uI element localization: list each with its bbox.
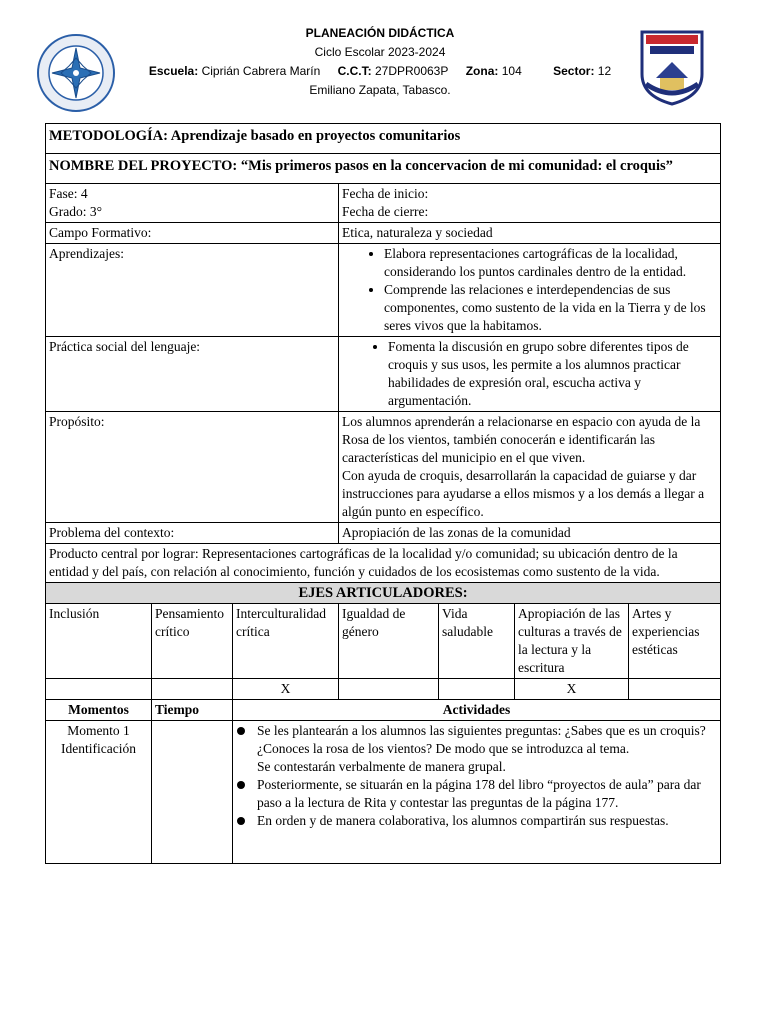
field-value: Etica, naturaleza y sociedad	[339, 223, 721, 244]
header-text	[120, 24, 640, 100]
zone-label: Zona:	[465, 64, 499, 78]
col-time: Tiempo	[152, 700, 233, 721]
phase-grade-cell	[46, 184, 339, 223]
learning-item: • Comprende las relaciones e interdependencias de sus componentes, como sustento de la vida en la Tierra y de los seres vivos que la habitamos.	[384, 281, 717, 335]
dates-cell	[339, 184, 721, 223]
school-label: Escuela:	[148, 64, 199, 78]
activity-item: Posteriormente, se situarán en la página 178 del libro “proyectos de aula” para dar paso a la lectura de Rita y contestar las preguntas de la página 177.	[257, 776, 717, 812]
learning-item: • Elabora representaciones cartográficas de la localidad, considerando los puntos cardinales dentro de la entidad.	[384, 245, 717, 281]
cct-value: 27DPR0063P	[374, 64, 449, 78]
document-title: PLANEACIÓN DIDÁCTICA	[305, 26, 455, 40]
axis-header: Apropiación de las culturas a través de la lectura y la escritura	[515, 604, 629, 679]
school-cycle: Ciclo Escolar 2023-2024	[314, 45, 446, 59]
axis-mark: X	[233, 679, 339, 700]
grade: Grado: 3°	[49, 204, 103, 219]
field-label: Campo Formativo:	[46, 223, 339, 244]
col-moments: Momentos	[46, 700, 152, 721]
purpose-paragraph: algún punto en específico.	[342, 504, 484, 519]
axis-header: Pensamiento crítico	[152, 604, 233, 679]
purpose-cell	[339, 412, 721, 523]
phase: Fase: 4	[49, 186, 88, 201]
sector-label: Sector:	[553, 64, 595, 78]
col-activities: Actividades	[233, 700, 721, 721]
practice-label: Práctica social del lenguaje:	[46, 337, 339, 412]
planning-table	[45, 123, 721, 864]
school-seal-right	[636, 26, 708, 106]
purpose-paragraph: Con ayuda de croquis, desarrollarán la capacidad de guiarse y dar instrucciones para ayudarse a ellos mismos y a los demás a llegar a	[342, 468, 705, 501]
school-location: Emiliano Zapata, Tabasco.	[309, 83, 451, 97]
central-product: Producto central por lograr: Representaciones cartográficas de la localidad y/o comunidad; su ubicación dentro de la entidad y del país, con relación al conocimiento, función y cuidados de los ecosistemas como sustento de la vida.	[46, 544, 721, 583]
axis-mark	[152, 679, 233, 700]
cct-label: C.C.T:	[337, 64, 372, 78]
axis-header: Inclusión	[46, 604, 152, 679]
moment-1-sub: Identificación	[61, 741, 136, 756]
moment-1-name: Momento 1	[67, 723, 130, 738]
activity-item: En orden y de manera colaborativa, los alumnos compartirán sus respuestas.	[257, 812, 717, 830]
school-value: Ciprián Cabrera Marín	[201, 64, 321, 78]
axis-header: Interculturalidad crítica	[233, 604, 339, 679]
axes-title: EJES ARTICULADORES:	[46, 583, 721, 604]
activity-item: Se les plantearán a los alumnos las siguientes preguntas: ¿Sabes que es un croquis? ¿Conoces la rosa de los vientos? De modo que se introduzca al tema.	[257, 722, 717, 758]
learning-label: Aprendizajes:	[46, 244, 339, 337]
context-label: Problema del contexto:	[46, 523, 339, 544]
project-name: NOMBRE DEL PROYECTO: “Mis primeros pasos en la concervacion de mi comunidad: el croquis”	[46, 154, 721, 184]
methodology: METODOLOGÍA: Aprendizaje basado en proyectos comunitarios	[46, 124, 721, 154]
learning-cell	[339, 244, 721, 337]
moment-1-time	[152, 721, 233, 864]
axis-header: Igualdad de género	[339, 604, 439, 679]
purpose-label: Propósito:	[46, 412, 339, 523]
axis-header: Artes y experiencias estéticas	[629, 604, 721, 679]
practice-cell	[339, 337, 721, 412]
school-seal-left	[36, 32, 116, 114]
context-value: Apropiación de las zonas de la comunidad	[339, 523, 721, 544]
axis-mark	[46, 679, 152, 700]
start-date: Fecha de inicio:	[342, 186, 429, 201]
document-header	[0, 0, 768, 110]
axis-header: Vida saludable	[439, 604, 515, 679]
axis-mark	[439, 679, 515, 700]
end-date: Fecha de cierre:	[342, 204, 429, 219]
school-info-row	[120, 62, 640, 81]
axis-mark	[629, 679, 721, 700]
activity-note: Se contestarán verbalmente de manera grupal.	[257, 759, 506, 774]
axis-mark	[339, 679, 439, 700]
zone-value: 104	[501, 64, 522, 78]
moment-1-cell	[46, 721, 152, 864]
sector-value: 12	[597, 64, 612, 78]
purpose-paragraph: Los alumnos aprenderán a relacionarse en espacio con ayuda de la Rosa de los vientos, también conocerán e identificarán las características del municipio en el que viven.	[342, 414, 701, 465]
moment-1-activities	[233, 721, 721, 864]
axis-mark: X	[515, 679, 629, 700]
practice-item: • Fomenta la discusión en grupo sobre diferentes tipos de croquis y sus usos, les permite a los alumnos practicar habilidades de expresión oral, escucha activa y argumentación.	[388, 338, 717, 410]
